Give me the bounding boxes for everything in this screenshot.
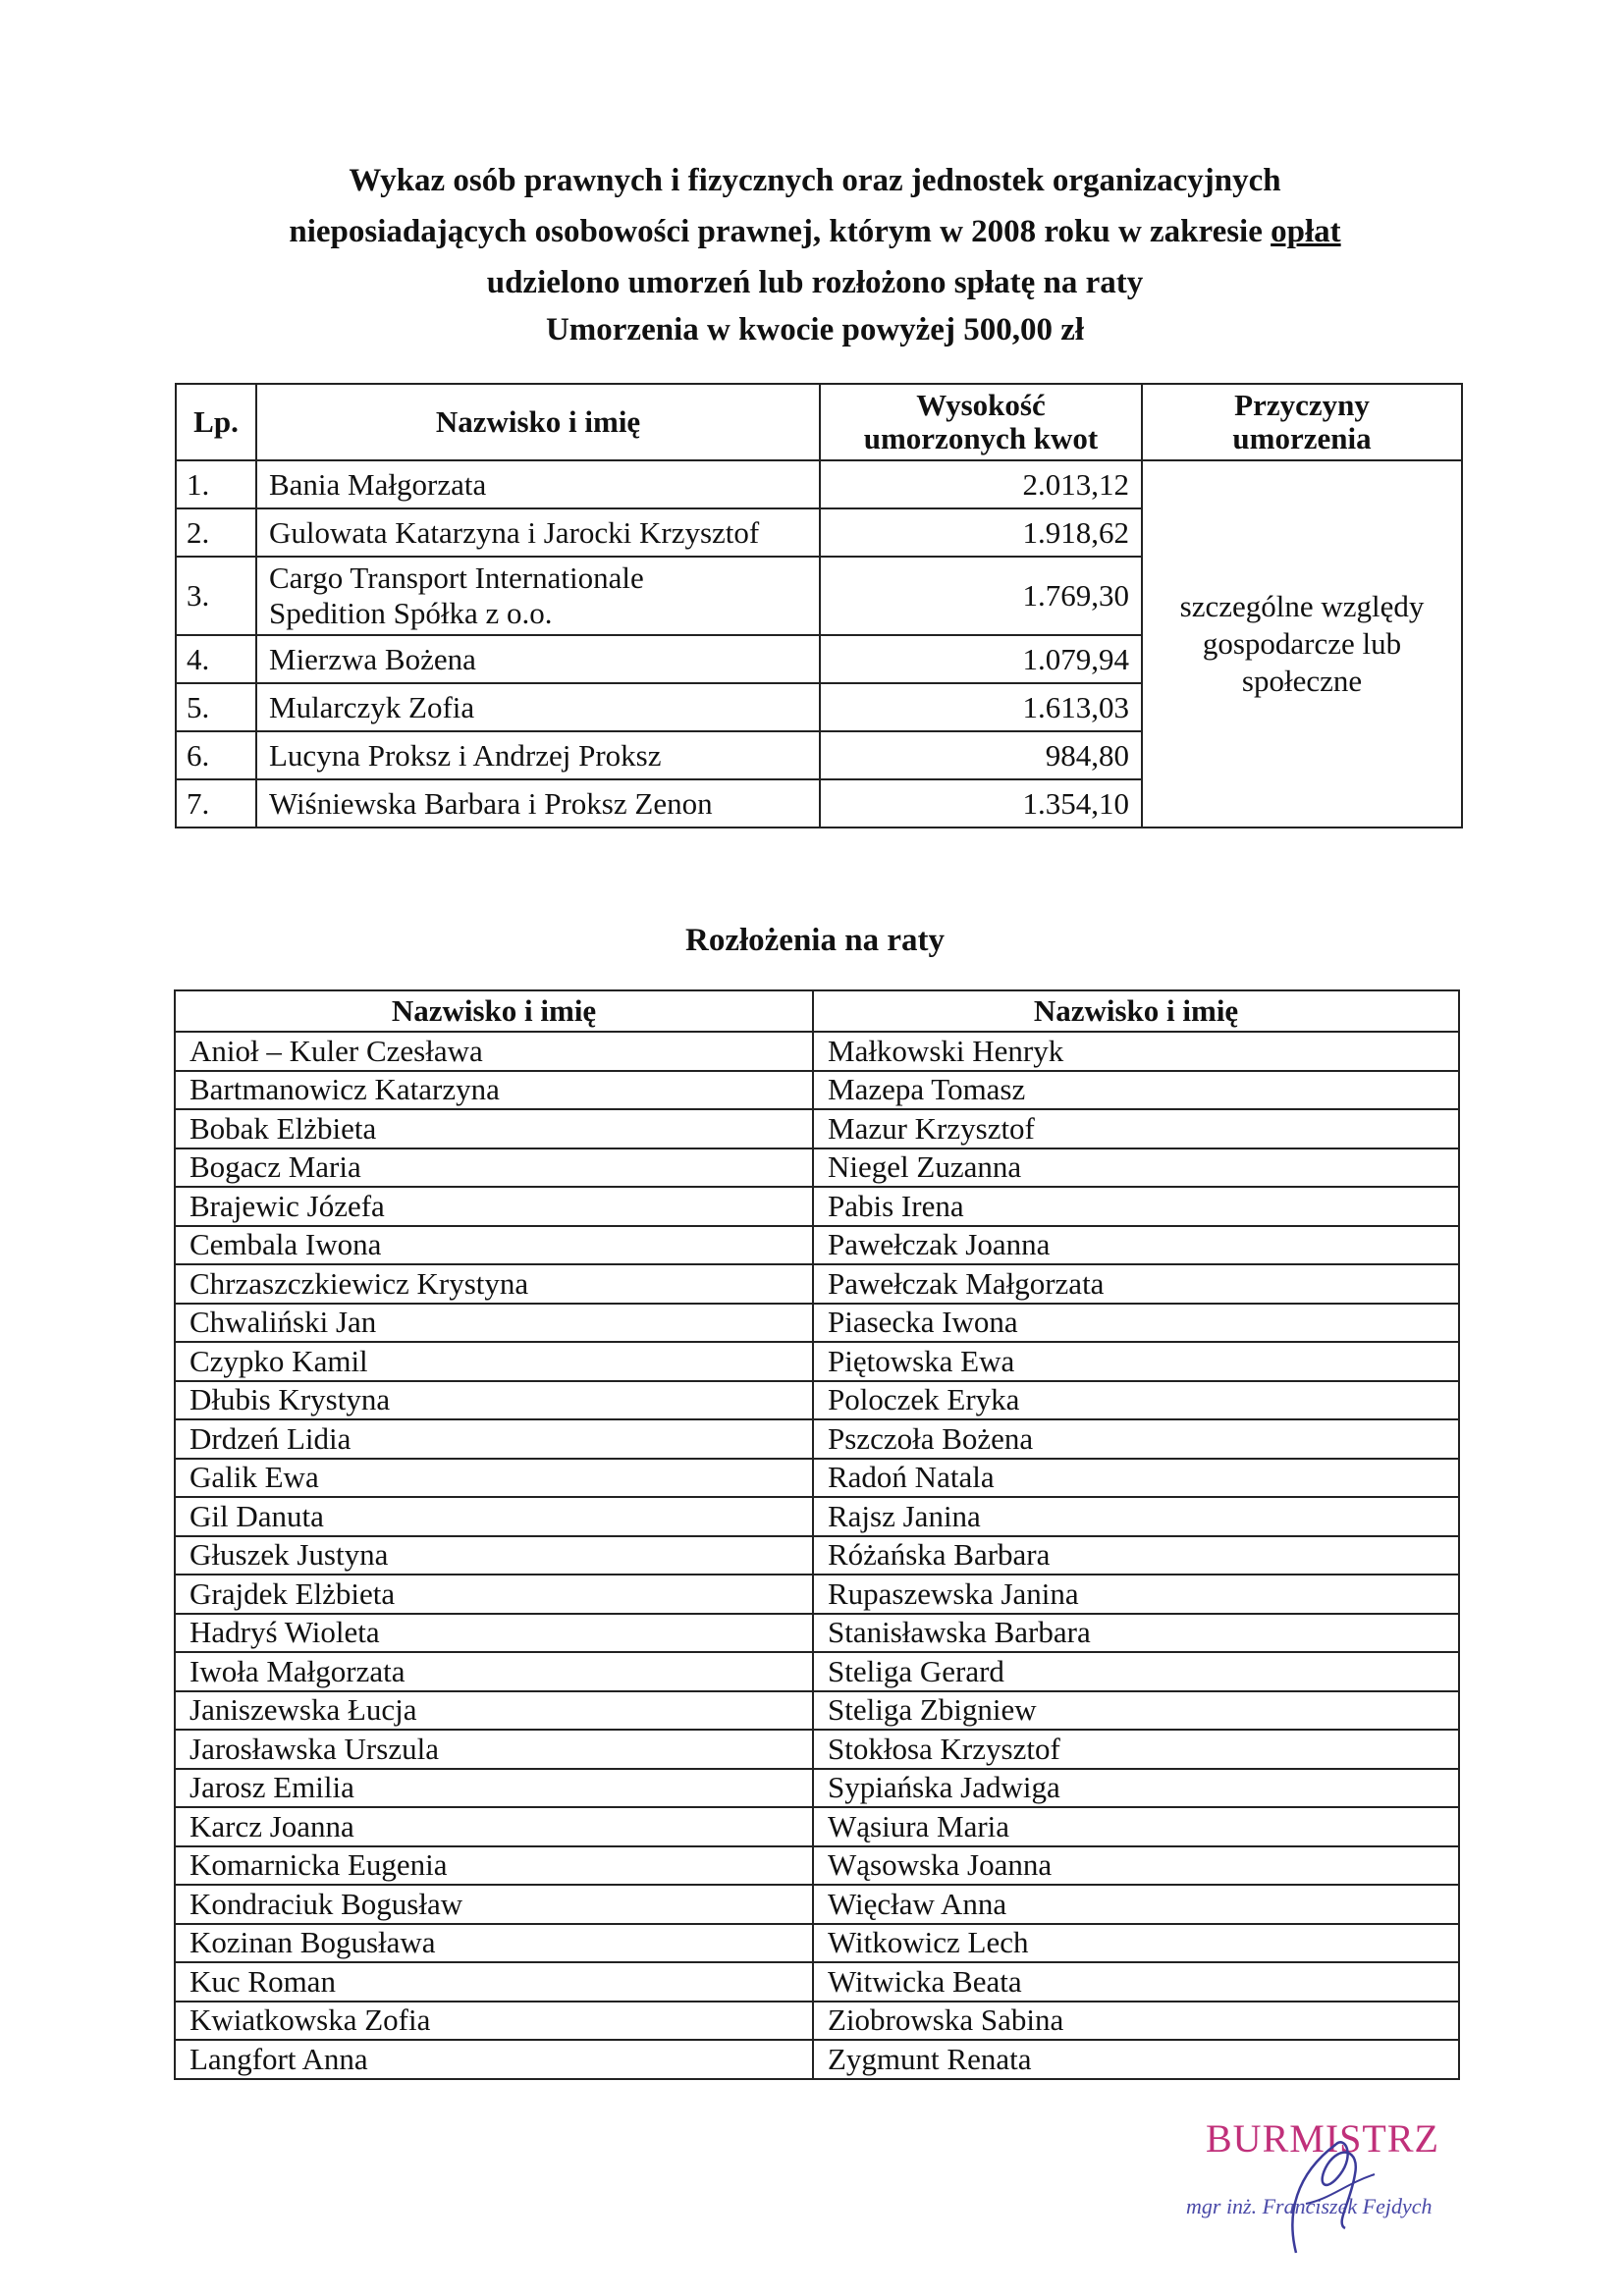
installments-heading: Rozłożenia na raty bbox=[685, 923, 945, 958]
name-right: Małkowski Henryk bbox=[813, 1032, 1459, 1071]
row-name: Mularczyk Zofia bbox=[256, 683, 820, 731]
table-row bbox=[175, 1536, 1459, 1575]
name-right: Rupaszewska Janina bbox=[813, 1575, 1459, 1614]
row-amount: 1.079,94 bbox=[820, 635, 1142, 683]
stamp-name: mgr inż. Franciszek Fejdych bbox=[1186, 2194, 1433, 2218]
table-row bbox=[175, 1381, 1459, 1420]
table-row bbox=[175, 1769, 1459, 1808]
name-right: Poloczek Eryka bbox=[813, 1381, 1459, 1420]
name-left: Bobak Elżbieta bbox=[175, 1109, 813, 1148]
title-line-1: Wykaz osób prawnych i fizycznych oraz jednostek organizacyjnych bbox=[349, 163, 1281, 198]
name-left: Karcz Joanna bbox=[175, 1807, 813, 1846]
table-row bbox=[175, 1032, 1459, 1071]
name-left: Czypko Kamil bbox=[175, 1342, 813, 1381]
table-row bbox=[175, 2040, 1459, 2079]
row-name bbox=[256, 557, 820, 635]
name-left: Kwiatkowska Zofia bbox=[175, 2002, 813, 2041]
name-right: Pabis Irena bbox=[813, 1187, 1459, 1226]
name-left: Dłubis Krystyna bbox=[175, 1381, 813, 1420]
table-row bbox=[175, 1264, 1459, 1304]
col-reason bbox=[1142, 384, 1462, 460]
title-underlined-word: opłat bbox=[1271, 214, 1341, 249]
row-name: Gulowata Katarzyna i Jarocki Krzysztof bbox=[256, 508, 820, 557]
name-left: Bartmanowicz Katarzyna bbox=[175, 1071, 813, 1110]
table-row bbox=[175, 1846, 1459, 1886]
col-amount-line2: umorzonych kwot bbox=[863, 421, 1099, 455]
table-row bbox=[175, 1148, 1459, 1188]
row-lp: 2. bbox=[176, 508, 256, 557]
name-left: Hadryś Wioleta bbox=[175, 1614, 813, 1653]
name-left: Brajewic Józefa bbox=[175, 1187, 813, 1226]
name-right: Witkowicz Lech bbox=[813, 1924, 1459, 1963]
col-reason-line1: Przyczyny bbox=[1234, 388, 1370, 422]
table-row bbox=[175, 1109, 1459, 1148]
installments-header-row bbox=[175, 990, 1459, 1032]
row-amount: 1.613,03 bbox=[820, 683, 1142, 731]
reason-line2: gospodarcze lub bbox=[1202, 626, 1402, 661]
name-left: Galik Ewa bbox=[175, 1459, 813, 1498]
name-right: Wąsiura Maria bbox=[813, 1807, 1459, 1846]
table-row bbox=[175, 1807, 1459, 1846]
table-row bbox=[175, 1730, 1459, 1769]
name-left: Anioł – Kuler Czesława bbox=[175, 1032, 813, 1071]
col-lp: Lp. bbox=[176, 384, 256, 460]
name-right: Wąsowska Joanna bbox=[813, 1846, 1459, 1886]
name-right: Zygmunt Renata bbox=[813, 2040, 1459, 2079]
remissions-table bbox=[175, 383, 1463, 828]
table-row bbox=[175, 1304, 1459, 1343]
table-row bbox=[175, 1652, 1459, 1691]
installments-table bbox=[174, 989, 1460, 2080]
row-name-line1: Cargo Transport Internationale bbox=[269, 561, 644, 595]
name-right: Witwicka Beata bbox=[813, 1962, 1459, 2002]
table-row bbox=[175, 2002, 1459, 2041]
name-right: Pawełczak Joanna bbox=[813, 1226, 1459, 1265]
row-name: Bania Małgorzata bbox=[256, 460, 820, 508]
name-left: Iwoła Małgorzata bbox=[175, 1652, 813, 1691]
stamp-title: BURMISTRZ bbox=[1206, 2116, 1439, 2161]
name-left: Langfort Anna bbox=[175, 2040, 813, 2079]
name-left: Głuszek Justyna bbox=[175, 1536, 813, 1575]
col-amount-line1: Wysokość bbox=[916, 388, 1046, 422]
table-row bbox=[175, 1497, 1459, 1536]
row-name: Lucyna Proksz i Andrzej Proksz bbox=[256, 731, 820, 779]
name-left: Chwaliński Jan bbox=[175, 1304, 813, 1343]
row-amount: 984,80 bbox=[820, 731, 1142, 779]
table-row bbox=[175, 1419, 1459, 1459]
name-left: Komarnicka Eugenia bbox=[175, 1846, 813, 1886]
name-right: Mazepa Tomasz bbox=[813, 1071, 1459, 1110]
col-name-right: Nazwisko i imię bbox=[813, 990, 1459, 1032]
row-lp: 3. bbox=[176, 557, 256, 635]
row-lp: 1. bbox=[176, 460, 256, 508]
name-right: Piasecka Iwona bbox=[813, 1304, 1459, 1343]
row-amount: 2.013,12 bbox=[820, 460, 1142, 508]
remissions-heading: Umorzenia w kwocie powyżej 500,00 zł bbox=[545, 312, 1085, 347]
name-right: Więcław Anna bbox=[813, 1885, 1459, 1924]
name-right: Steliga Gerard bbox=[813, 1652, 1459, 1691]
row-amount: 1.918,62 bbox=[820, 508, 1142, 557]
name-right: Stokłosa Krzysztof bbox=[813, 1730, 1459, 1769]
row-name: Mierzwa Bożena bbox=[256, 635, 820, 683]
name-left: Jarosławska Urszula bbox=[175, 1730, 813, 1769]
mayor-stamp bbox=[1149, 2115, 1502, 2263]
name-right: Rajsz Janina bbox=[813, 1497, 1459, 1536]
name-left: Bogacz Maria bbox=[175, 1148, 813, 1188]
name-left: Jarosz Emilia bbox=[175, 1769, 813, 1808]
name-right: Sypiańska Jadwiga bbox=[813, 1769, 1459, 1808]
installments-body bbox=[175, 1032, 1459, 2079]
name-left: Kozinan Bogusława bbox=[175, 1924, 813, 1963]
name-left: Kondraciuk Bogusław bbox=[175, 1885, 813, 1924]
document-title bbox=[177, 155, 1453, 308]
table-row bbox=[175, 1071, 1459, 1110]
name-right: Różańska Barbara bbox=[813, 1536, 1459, 1575]
table-row bbox=[175, 1885, 1459, 1924]
row-name: Wiśniewska Barbara i Proksz Zenon bbox=[256, 779, 820, 828]
table-row bbox=[175, 1614, 1459, 1653]
table-row bbox=[175, 1187, 1459, 1226]
name-right: Pszczoła Bożena bbox=[813, 1419, 1459, 1459]
name-right: Stanisławska Barbara bbox=[813, 1614, 1459, 1653]
name-left: Cembala Iwona bbox=[175, 1226, 813, 1265]
remissions-header-row bbox=[176, 384, 1462, 460]
name-right: Radoń Natala bbox=[813, 1459, 1459, 1498]
row-name-line2: Spedition Spółka z o.o. bbox=[269, 596, 553, 630]
table-row bbox=[176, 460, 1462, 508]
reason-cell bbox=[1142, 460, 1462, 828]
name-right: Piętowska Ewa bbox=[813, 1342, 1459, 1381]
signature-image bbox=[1149, 2115, 1502, 2263]
row-amount: 1.769,30 bbox=[820, 557, 1142, 635]
row-lp: 4. bbox=[176, 635, 256, 683]
name-right: Ziobrowska Sabina bbox=[813, 2002, 1459, 2041]
name-right: Pawełczak Małgorzata bbox=[813, 1264, 1459, 1304]
table-row bbox=[175, 1459, 1459, 1498]
name-left: Gil Danuta bbox=[175, 1497, 813, 1536]
row-lp: 7. bbox=[176, 779, 256, 828]
name-left: Drdzeń Lidia bbox=[175, 1419, 813, 1459]
table-row bbox=[175, 1924, 1459, 1963]
title-line-2-text: nieposiadających osobowości prawnej, którym w 2008 roku w zakresie bbox=[289, 214, 1271, 249]
reason-line3: społeczne bbox=[1241, 664, 1363, 698]
col-reason-line2: umorzenia bbox=[1232, 421, 1372, 455]
name-left: Janiszewska Łucja bbox=[175, 1691, 813, 1731]
table-row bbox=[175, 1962, 1459, 2002]
row-amount: 1.354,10 bbox=[820, 779, 1142, 828]
col-amount bbox=[820, 384, 1142, 460]
row-lp: 6. bbox=[176, 731, 256, 779]
title-line-2 bbox=[177, 206, 1453, 257]
row-lp: 5. bbox=[176, 683, 256, 731]
name-left: Kuc Roman bbox=[175, 1962, 813, 2002]
name-right: Mazur Krzysztof bbox=[813, 1109, 1459, 1148]
col-name-left: Nazwisko i imię bbox=[175, 990, 813, 1032]
table-row bbox=[175, 1575, 1459, 1614]
name-right: Steliga Zbigniew bbox=[813, 1691, 1459, 1731]
name-right: Niegel Zuzanna bbox=[813, 1148, 1459, 1188]
name-left: Chrzaszczkiewicz Krystyna bbox=[175, 1264, 813, 1304]
reason-line1: szczególne względy bbox=[1179, 589, 1425, 623]
table-row bbox=[175, 1342, 1459, 1381]
title-line-3: udzielono umorzeń lub rozłożono spłatę na raty bbox=[486, 265, 1144, 300]
name-left: Grajdek Elżbieta bbox=[175, 1575, 813, 1614]
col-name: Nazwisko i imię bbox=[256, 384, 820, 460]
table-row bbox=[175, 1691, 1459, 1731]
table-row bbox=[175, 1226, 1459, 1265]
